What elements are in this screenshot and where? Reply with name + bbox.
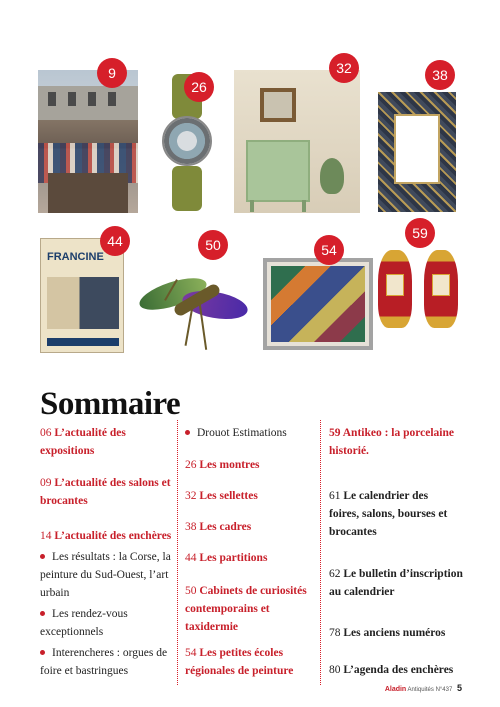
toc-subentry[interactable]: Drouot Estimations [185,424,287,442]
page-badge: 32 [329,53,359,83]
page-badge: 38 [425,60,455,90]
page-title: Sommaire [40,386,181,422]
toc-entry[interactable]: 59 Antikeo : la porcelaine historié. [329,427,455,457]
toc-entry[interactable]: 50 Cabinets de curiosités contemporains et taxidermie [185,585,307,633]
bullet-icon [40,554,45,559]
vases-photo [374,236,464,340]
toc-entry[interactable]: 06 L’actualité des expositions [40,427,126,457]
toc-entry[interactable]: 61 Le calendrier des foires, salons, bourses et brocantes [329,490,448,538]
toc-entry[interactable]: 44 Les partitions [185,552,268,564]
market-photo [38,70,138,213]
footer-brand: Aladin [384,686,407,693]
toc-entry[interactable]: 62 Le bulletin d’inscription au calendrier [329,568,463,598]
page-badge: 59 [405,218,435,248]
toc-subentry[interactable]: Les rendez-vous exceptionnels [40,608,128,638]
toc-entry[interactable]: 54 Les petites écoles régionales de peinture [185,647,294,677]
bullet-icon [40,611,45,616]
page-footer [385,683,462,693]
music-cover-title: FRANCINE [47,251,104,263]
toc-entry[interactable]: 38 Les cadres [185,521,252,533]
frame-photo [370,72,460,215]
toc-entry[interactable]: 09 L’actualité des salons et brocantes [40,477,171,507]
column-divider [177,420,178,685]
bullet-icon [40,650,45,655]
toc-entry[interactable]: 32 Les sellettes [185,490,258,502]
page-badge: 44 [100,226,130,256]
page-badge: 50 [198,230,228,260]
page-badge: 26 [184,72,214,102]
toc-subentry[interactable]: Les résultats : la Corse, la peinture du Sud-Ouest, l’art urbain [40,551,171,599]
toc-subentry[interactable]: Interencheres : orgues de foire et bastringues [40,647,168,677]
footer-issue: Antiquités N°437 [407,687,453,693]
toc-entry[interactable]: 78 Les anciens numéros [329,627,446,639]
toc-entry[interactable]: 14 L’actualité des enchères [40,530,172,542]
page-badge: 9 [97,58,127,88]
toc-entry[interactable]: 26 Les montres [185,459,260,471]
column-divider [320,420,321,685]
bullet-icon [185,430,190,435]
cabinet-photo [234,70,360,213]
page-badge: 54 [314,235,344,265]
painting-photo [263,258,373,350]
page-number: 5 [456,683,462,693]
insect-photo [132,232,254,358]
toc-entry[interactable]: 80 L’agenda des enchères [329,664,454,676]
